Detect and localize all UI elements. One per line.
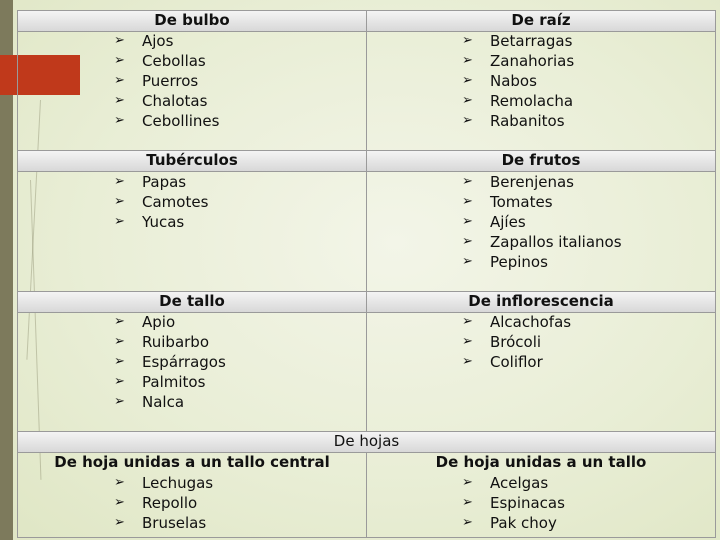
arrow-bullet-icon: ➢ [462, 334, 473, 349]
list-hoja-tallo [462, 473, 565, 533]
arrow-bullet-icon: ➢ [114, 374, 125, 389]
arrow-bullet-icon: ➢ [114, 33, 125, 48]
list-item: ➢ Puerros [114, 72, 199, 90]
list-de-tallo [114, 312, 226, 412]
arrow-bullet-icon: ➢ [462, 354, 473, 369]
list-item: ➢ Papas [114, 173, 187, 191]
list-item: ➢ Cebollines [114, 112, 220, 130]
title-de-tallo: De tallo [159, 292, 225, 310]
list-item: ➢ Pak choy [462, 514, 557, 532]
arrow-bullet-icon: ➢ [114, 53, 125, 68]
title-hoja-tallo: De hoja unidas a un tallo [435, 453, 647, 471]
list-item: ➢ Brócoli [462, 333, 542, 351]
arrow-bullet-icon: ➢ [462, 515, 473, 530]
arrow-bullet-icon: ➢ [114, 174, 125, 189]
list-de-frutos [462, 172, 622, 272]
list-item: ➢ Ajos [114, 32, 174, 50]
arrow-bullet-icon: ➢ [114, 93, 125, 108]
arrow-bullet-icon: ➢ [462, 93, 473, 108]
arrow-bullet-icon: ➢ [462, 234, 473, 249]
list-item: ➢ Alcachofas [462, 313, 572, 331]
list-item: ➢ Tomates [462, 193, 553, 211]
list-item: ➢ Espinacas [462, 494, 565, 512]
list-item: ➢ Nalca [114, 393, 185, 411]
arrow-bullet-icon: ➢ [462, 113, 473, 128]
list-de-inflorescencia [462, 312, 571, 372]
arrow-bullet-icon: ➢ [462, 73, 473, 88]
arrow-bullet-icon: ➢ [114, 73, 125, 88]
list-item: ➢ Chalotas [114, 92, 208, 110]
list-item: ➢ Berenjenas [462, 173, 575, 191]
title-de-hojas: De hojas [333, 432, 400, 450]
list-item: ➢ Zapallos italianos [462, 233, 622, 251]
list-de-raiz [462, 31, 574, 131]
list-item: ➢ Yucas [114, 213, 185, 231]
arrow-bullet-icon: ➢ [114, 495, 125, 510]
column-divider [366, 10, 367, 150]
arrow-bullet-icon: ➢ [462, 33, 473, 48]
arrow-bullet-icon: ➢ [114, 214, 125, 229]
arrow-bullet-icon: ➢ [114, 515, 125, 530]
arrow-bullet-icon: ➢ [114, 334, 125, 349]
list-item: ➢ Nabos [462, 72, 537, 90]
list-item: ➢ Rabanitos [462, 112, 565, 130]
list-item: ➢ Camotes [114, 193, 209, 211]
list-item: ➢ Ruibarbo [114, 333, 210, 351]
table-bottom-border [18, 537, 715, 538]
title-hoja-tallo-central: De hoja unidas a un tallo central [54, 453, 330, 471]
list-item: ➢ Repollo [114, 494, 198, 512]
arrow-bullet-icon: ➢ [462, 314, 473, 329]
arrow-bullet-icon: ➢ [462, 194, 473, 209]
arrow-bullet-icon: ➢ [462, 475, 473, 490]
arrow-bullet-icon: ➢ [114, 354, 125, 369]
column-divider [366, 291, 367, 431]
title-de-frutos: De frutos [501, 151, 581, 169]
column-divider [366, 150, 367, 291]
arrow-bullet-icon: ➢ [462, 53, 473, 68]
arrow-bullet-icon: ➢ [114, 475, 125, 490]
arrow-bullet-icon: ➢ [462, 174, 473, 189]
title-de-raiz: De raíz [511, 11, 571, 29]
list-item: ➢ Lechugas [114, 474, 214, 492]
title-de-inflorescencia: De inflorescencia [468, 292, 614, 310]
list-de-bulbo [114, 31, 219, 131]
list-item: ➢ Acelgas [462, 474, 549, 492]
arrow-bullet-icon: ➢ [462, 495, 473, 510]
arrow-bullet-icon: ➢ [462, 214, 473, 229]
title-tuberculos: Tubérculos [146, 151, 238, 169]
arrow-bullet-icon: ➢ [462, 254, 473, 269]
list-item: ➢ Remolacha [462, 92, 574, 110]
list-item: ➢ Pepinos [462, 253, 548, 271]
list-tuberculos [114, 172, 208, 232]
list-item: ➢ Zanahorias [462, 52, 575, 70]
list-item: ➢ Espárragos [114, 353, 226, 371]
list-item: ➢ Coliflor [462, 353, 543, 371]
list-item: ➢ Apio [114, 313, 176, 331]
list-item: ➢ Ajíes [462, 213, 526, 231]
list-item: ➢ Cebollas [114, 52, 206, 70]
list-item: ➢ Palmitos [114, 373, 206, 391]
title-de-bulbo: De bulbo [154, 11, 230, 29]
arrow-bullet-icon: ➢ [114, 394, 125, 409]
list-item: ➢ Bruselas [114, 514, 207, 532]
arrow-bullet-icon: ➢ [114, 314, 125, 329]
list-hoja-tallo-central [114, 473, 213, 533]
arrow-bullet-icon: ➢ [114, 113, 125, 128]
arrow-bullet-icon: ➢ [114, 194, 125, 209]
list-item: ➢ Betarragas [462, 32, 573, 50]
vegetable-table [17, 10, 716, 538]
